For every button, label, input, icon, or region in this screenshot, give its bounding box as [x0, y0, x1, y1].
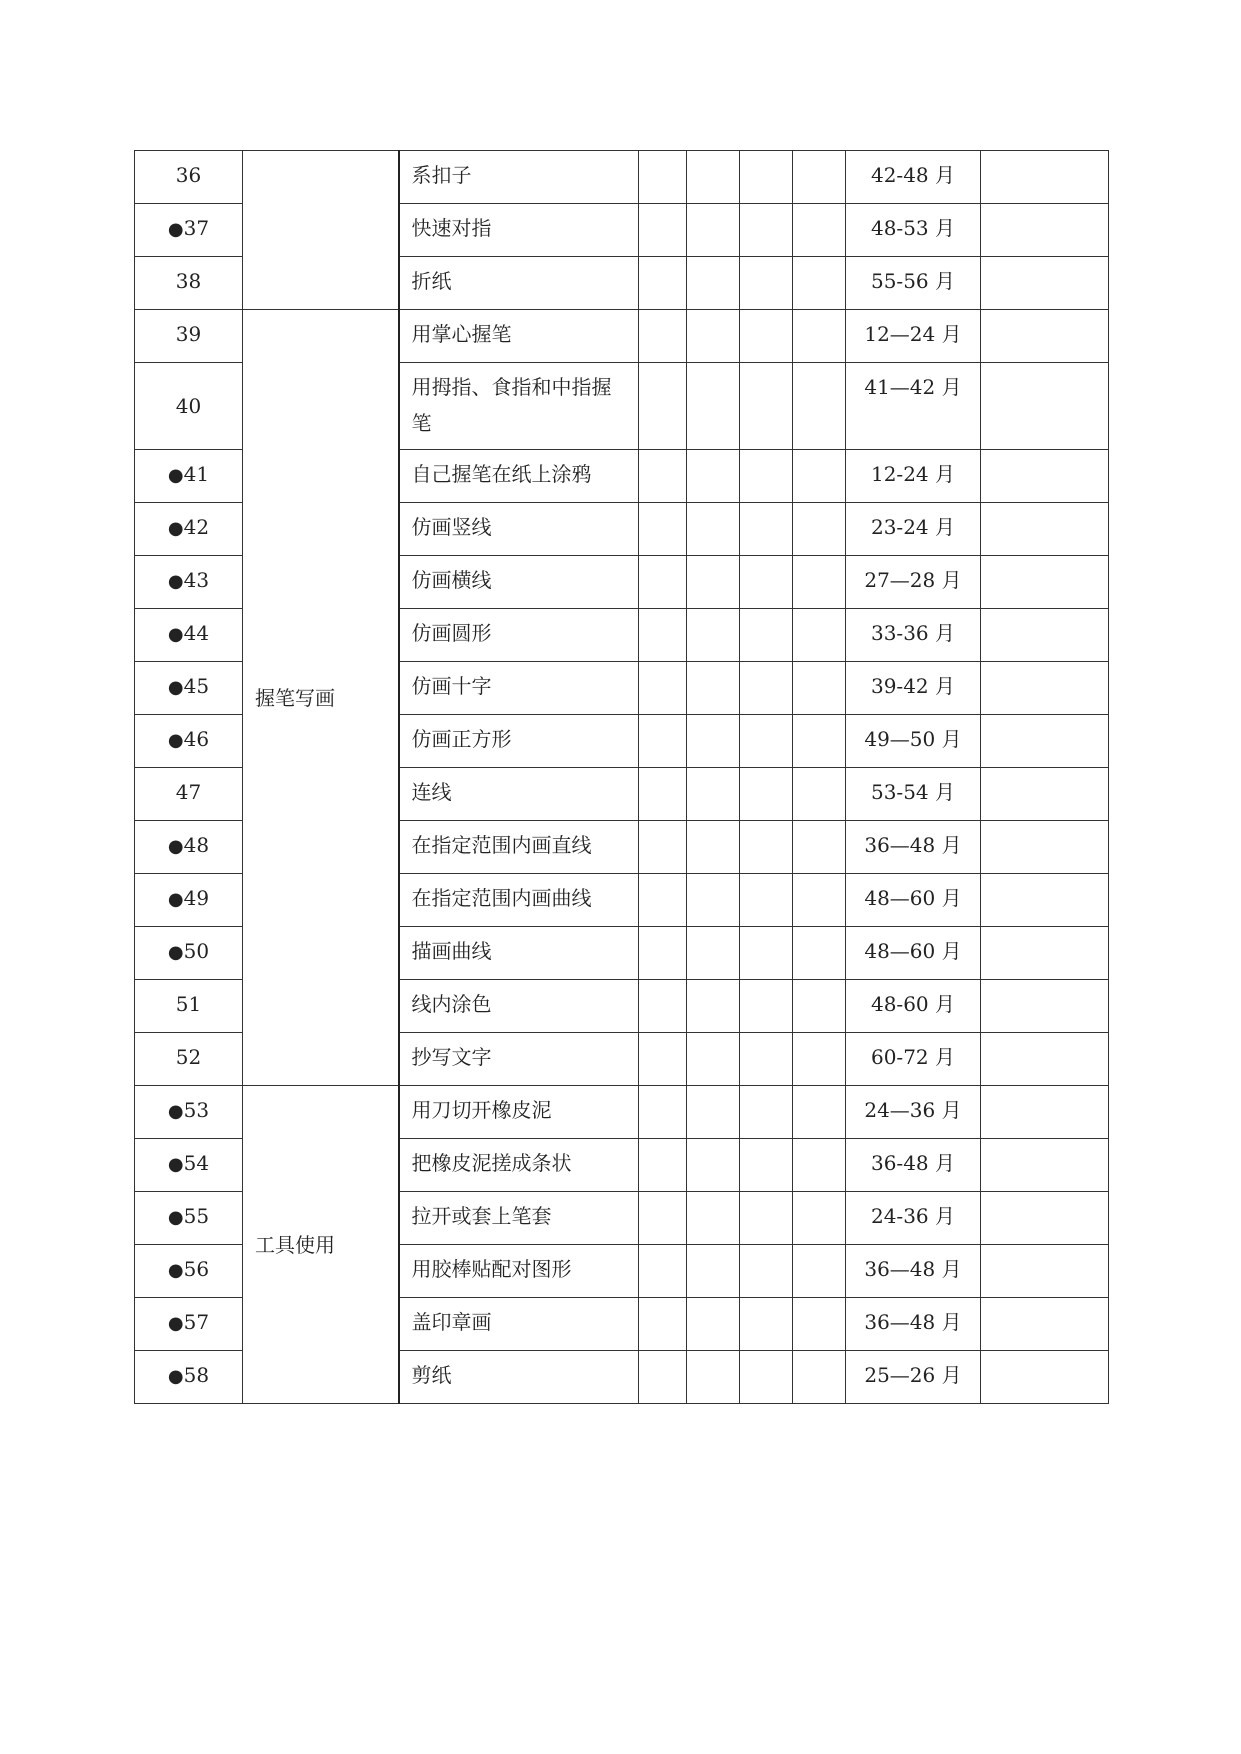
- category-cell: [243, 151, 399, 310]
- item-number: [135, 980, 243, 1033]
- score-cell[interactable]: [639, 927, 687, 980]
- table-row: [135, 151, 1109, 204]
- item-number: [135, 257, 243, 310]
- item-number: [135, 450, 243, 503]
- score-cell[interactable]: [639, 310, 687, 363]
- key-item-dot-icon: ●: [167, 624, 184, 645]
- item-number-text: 44: [183, 621, 210, 645]
- score-cell[interactable]: [740, 1192, 793, 1245]
- score-cell[interactable]: [687, 662, 740, 715]
- age-range: 36—48 月: [846, 1245, 981, 1298]
- score-cell[interactable]: [687, 1086, 740, 1139]
- score-cell[interactable]: [687, 1245, 740, 1298]
- score-cell[interactable]: [740, 874, 793, 927]
- age-range: 12—24 月: [846, 310, 981, 363]
- score-cell[interactable]: [793, 450, 846, 503]
- score-cell[interactable]: [740, 310, 793, 363]
- score-cell[interactable]: [687, 257, 740, 310]
- score-cell[interactable]: [639, 715, 687, 768]
- skill-item: 快速对指: [399, 204, 639, 257]
- score-cell[interactable]: [687, 204, 740, 257]
- skill-item: 自己握笔在纸上涂鸦: [399, 450, 639, 503]
- score-cell[interactable]: [639, 363, 687, 450]
- item-number-text: 42: [183, 515, 210, 539]
- score-cell[interactable]: [687, 1192, 740, 1245]
- note-cell[interactable]: [981, 257, 1109, 310]
- score-cell[interactable]: [740, 821, 793, 874]
- skill-item: 折纸: [399, 257, 639, 310]
- skill-item: 把橡皮泥搓成条状: [399, 1139, 639, 1192]
- item-number-text: 40: [175, 394, 202, 418]
- age-range: 55-56 月: [846, 257, 981, 310]
- score-cell[interactable]: [740, 503, 793, 556]
- score-cell[interactable]: [793, 1192, 846, 1245]
- note-cell[interactable]: [981, 363, 1109, 450]
- note-cell[interactable]: [981, 662, 1109, 715]
- key-item-dot-icon: ●: [167, 889, 184, 910]
- score-cell[interactable]: [740, 204, 793, 257]
- assessment-table: [134, 150, 1109, 1404]
- score-cell[interactable]: [740, 556, 793, 609]
- score-cell[interactable]: [639, 1033, 687, 1086]
- age-range: 48-60 月: [846, 980, 981, 1033]
- score-cell[interactable]: [687, 821, 740, 874]
- score-cell[interactable]: [639, 503, 687, 556]
- skill-item: 盖印章画: [399, 1298, 639, 1351]
- age-range: 25—26 月: [846, 1351, 981, 1404]
- score-cell[interactable]: [740, 1086, 793, 1139]
- score-cell[interactable]: [639, 204, 687, 257]
- score-cell[interactable]: [793, 1298, 846, 1351]
- key-item-dot-icon: ●: [167, 730, 184, 751]
- skill-item: 仿画十字: [399, 662, 639, 715]
- score-cell[interactable]: [793, 1351, 846, 1404]
- score-cell[interactable]: [740, 363, 793, 450]
- skill-item: 用掌心握笔: [399, 310, 639, 363]
- score-cell[interactable]: [740, 662, 793, 715]
- item-number: [135, 1192, 243, 1245]
- score-cell[interactable]: [793, 874, 846, 927]
- skill-item: 用拇指、食指和中指握笔: [399, 363, 639, 450]
- item-number: [135, 662, 243, 715]
- score-cell[interactable]: [740, 768, 793, 821]
- key-item-dot-icon: ●: [167, 571, 184, 592]
- age-range: 12-24 月: [846, 450, 981, 503]
- age-range: 48—60 月: [846, 927, 981, 980]
- age-range: 48-53 月: [846, 204, 981, 257]
- key-item-dot-icon: ●: [167, 1313, 184, 1334]
- age-range: 33-36 月: [846, 609, 981, 662]
- score-cell[interactable]: [687, 556, 740, 609]
- score-cell[interactable]: [639, 151, 687, 204]
- score-cell[interactable]: [639, 980, 687, 1033]
- score-cell[interactable]: [793, 662, 846, 715]
- note-cell[interactable]: [981, 1298, 1109, 1351]
- item-number: [135, 768, 243, 821]
- skill-item: 拉开或套上笔套: [399, 1192, 639, 1245]
- category-cell: 工具使用: [243, 1086, 399, 1404]
- score-cell[interactable]: [740, 1351, 793, 1404]
- key-item-dot-icon: ●: [167, 465, 184, 486]
- item-number-text: 38: [175, 269, 202, 293]
- score-cell[interactable]: [793, 1086, 846, 1139]
- score-cell[interactable]: [639, 662, 687, 715]
- age-range: 36—48 月: [846, 1298, 981, 1351]
- note-cell[interactable]: [981, 768, 1109, 821]
- score-cell[interactable]: [793, 1245, 846, 1298]
- score-cell[interactable]: [740, 980, 793, 1033]
- item-number: [135, 204, 243, 257]
- score-cell[interactable]: [740, 151, 793, 204]
- score-cell[interactable]: [740, 1245, 793, 1298]
- item-number-text: 47: [175, 780, 202, 804]
- table-row: [135, 310, 1109, 363]
- age-range: 49—50 月: [846, 715, 981, 768]
- score-cell[interactable]: [687, 503, 740, 556]
- score-cell[interactable]: [740, 1139, 793, 1192]
- score-cell[interactable]: [740, 927, 793, 980]
- score-cell[interactable]: [793, 609, 846, 662]
- score-cell[interactable]: [793, 363, 846, 450]
- key-item-dot-icon: ●: [167, 677, 184, 698]
- score-cell[interactable]: [639, 768, 687, 821]
- score-cell[interactable]: [687, 874, 740, 927]
- key-item-dot-icon: ●: [167, 1260, 184, 1281]
- score-cell[interactable]: [639, 556, 687, 609]
- age-range: 24-36 月: [846, 1192, 981, 1245]
- item-number: [135, 1351, 243, 1404]
- score-cell[interactable]: [639, 874, 687, 927]
- item-number-text: 57: [183, 1310, 210, 1334]
- key-item-dot-icon: ●: [167, 1366, 184, 1387]
- score-cell[interactable]: [639, 257, 687, 310]
- score-cell[interactable]: [639, 1245, 687, 1298]
- item-number: [135, 310, 243, 363]
- item-number-text: 56: [183, 1257, 210, 1281]
- note-cell[interactable]: [981, 1351, 1109, 1404]
- age-range: 36-48 月: [846, 1139, 981, 1192]
- score-cell[interactable]: [639, 1086, 687, 1139]
- score-cell[interactable]: [793, 768, 846, 821]
- score-cell[interactable]: [740, 715, 793, 768]
- skill-item: 用胶棒贴配对图形: [399, 1245, 639, 1298]
- score-cell[interactable]: [639, 1351, 687, 1404]
- item-number-text: 58: [183, 1363, 210, 1387]
- score-cell[interactable]: [793, 151, 846, 204]
- note-cell[interactable]: [981, 927, 1109, 980]
- key-item-dot-icon: ●: [167, 1101, 184, 1122]
- item-number: [135, 1139, 243, 1192]
- score-cell[interactable]: [793, 927, 846, 980]
- skill-item: 线内涂色: [399, 980, 639, 1033]
- item-number: [135, 1245, 243, 1298]
- score-cell[interactable]: [639, 1298, 687, 1351]
- note-cell[interactable]: [981, 1086, 1109, 1139]
- score-cell[interactable]: [793, 1033, 846, 1086]
- skill-item: 在指定范围内画曲线: [399, 874, 639, 927]
- key-item-dot-icon: ●: [167, 1207, 184, 1228]
- score-cell[interactable]: [687, 980, 740, 1033]
- age-range: 60-72 月: [846, 1033, 981, 1086]
- skill-item: 仿画横线: [399, 556, 639, 609]
- item-number-text: 45: [183, 674, 210, 698]
- score-cell[interactable]: [639, 1192, 687, 1245]
- item-number-text: 53: [183, 1098, 210, 1122]
- skill-item: 连线: [399, 768, 639, 821]
- key-item-dot-icon: ●: [167, 219, 184, 240]
- score-cell[interactable]: [793, 310, 846, 363]
- item-number: [135, 503, 243, 556]
- score-cell[interactable]: [687, 310, 740, 363]
- score-cell[interactable]: [687, 715, 740, 768]
- note-cell[interactable]: [981, 1245, 1109, 1298]
- skill-item: 系扣子: [399, 151, 639, 204]
- item-number: [135, 821, 243, 874]
- note-cell[interactable]: [981, 503, 1109, 556]
- category-cell: 握笔写画: [243, 310, 399, 1086]
- item-number-text: 49: [183, 886, 210, 910]
- skill-item: 描画曲线: [399, 927, 639, 980]
- key-item-dot-icon: ●: [167, 518, 184, 539]
- skill-item: 仿画圆形: [399, 609, 639, 662]
- note-cell[interactable]: [981, 609, 1109, 662]
- table-row: [135, 1086, 1109, 1139]
- score-cell[interactable]: [740, 257, 793, 310]
- score-cell[interactable]: [687, 768, 740, 821]
- score-cell[interactable]: [793, 503, 846, 556]
- score-cell[interactable]: [687, 363, 740, 450]
- note-cell[interactable]: [981, 715, 1109, 768]
- score-cell[interactable]: [793, 980, 846, 1033]
- skill-item: 仿画竖线: [399, 503, 639, 556]
- item-number-text: 50: [183, 939, 210, 963]
- item-number: [135, 151, 243, 204]
- skill-item: 仿画正方形: [399, 715, 639, 768]
- score-cell[interactable]: [793, 1139, 846, 1192]
- age-range: 39-42 月: [846, 662, 981, 715]
- score-cell[interactable]: [740, 609, 793, 662]
- score-cell[interactable]: [793, 204, 846, 257]
- age-range: 48—60 月: [846, 874, 981, 927]
- item-number-text: 55: [183, 1204, 210, 1228]
- score-cell[interactable]: [687, 1298, 740, 1351]
- score-cell[interactable]: [687, 1033, 740, 1086]
- skill-item: 用刀切开橡皮泥: [399, 1086, 639, 1139]
- score-cell[interactable]: [793, 821, 846, 874]
- score-cell[interactable]: [793, 556, 846, 609]
- note-cell[interactable]: [981, 821, 1109, 874]
- age-range: 41—42 月: [846, 363, 981, 450]
- score-cell[interactable]: [687, 151, 740, 204]
- item-number-text: 48: [183, 833, 210, 857]
- item-number: [135, 874, 243, 927]
- item-number: [135, 715, 243, 768]
- item-number: [135, 1033, 243, 1086]
- item-number-text: 54: [183, 1151, 210, 1175]
- score-cell[interactable]: [639, 609, 687, 662]
- item-number: [135, 927, 243, 980]
- age-range: 42-48 月: [846, 151, 981, 204]
- key-item-dot-icon: ●: [167, 942, 184, 963]
- skill-item: 剪纸: [399, 1351, 639, 1404]
- age-range: 53-54 月: [846, 768, 981, 821]
- note-cell[interactable]: [981, 980, 1109, 1033]
- skill-item: 在指定范围内画直线: [399, 821, 639, 874]
- note-cell[interactable]: [981, 310, 1109, 363]
- score-cell[interactable]: [793, 715, 846, 768]
- score-cell[interactable]: [639, 1139, 687, 1192]
- skill-item: 抄写文字: [399, 1033, 639, 1086]
- item-number-text: 46: [183, 727, 210, 751]
- item-number: [135, 556, 243, 609]
- age-range: 24—36 月: [846, 1086, 981, 1139]
- note-cell[interactable]: [981, 1033, 1109, 1086]
- item-number-text: 39: [175, 322, 202, 346]
- key-item-dot-icon: ●: [167, 836, 184, 857]
- score-cell[interactable]: [639, 821, 687, 874]
- note-cell[interactable]: [981, 450, 1109, 503]
- score-cell[interactable]: [740, 450, 793, 503]
- item-number: [135, 1298, 243, 1351]
- note-cell[interactable]: [981, 556, 1109, 609]
- item-number-text: 52: [175, 1045, 202, 1069]
- item-number-text: 43: [183, 568, 210, 592]
- item-number-text: 51: [175, 992, 202, 1016]
- note-cell[interactable]: [981, 874, 1109, 927]
- score-cell[interactable]: [687, 927, 740, 980]
- score-cell[interactable]: [740, 1033, 793, 1086]
- score-cell[interactable]: [687, 450, 740, 503]
- age-range: 27—28 月: [846, 556, 981, 609]
- item-number: [135, 609, 243, 662]
- item-number: [135, 1086, 243, 1139]
- note-cell[interactable]: [981, 204, 1109, 257]
- age-range: 23-24 月: [846, 503, 981, 556]
- item-number-text: 37: [183, 216, 210, 240]
- score-cell[interactable]: [687, 609, 740, 662]
- note-cell[interactable]: [981, 1139, 1109, 1192]
- score-cell[interactable]: [687, 1351, 740, 1404]
- note-cell[interactable]: [981, 1192, 1109, 1245]
- score-cell[interactable]: [687, 1139, 740, 1192]
- item-number-text: 36: [175, 163, 202, 187]
- age-range: 36—48 月: [846, 821, 981, 874]
- score-cell[interactable]: [793, 257, 846, 310]
- item-number-text: 41: [183, 462, 210, 486]
- key-item-dot-icon: ●: [167, 1154, 184, 1175]
- score-cell[interactable]: [740, 1298, 793, 1351]
- score-cell[interactable]: [639, 450, 687, 503]
- item-number: [135, 363, 243, 450]
- note-cell[interactable]: [981, 151, 1109, 204]
